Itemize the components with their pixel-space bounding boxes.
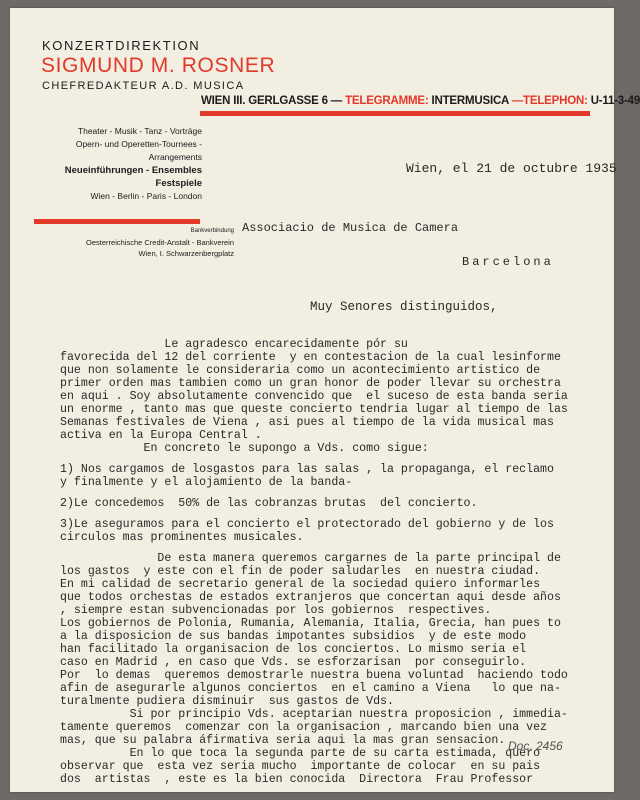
telephon-value: U-11-3-49 xyxy=(590,95,640,107)
bank-line-1: Oesterreichische Credit-Anstalt - Bankverein xyxy=(86,238,234,247)
body-line: tamente queremos comenzar con la organisacion , marcando bien una vez xyxy=(60,721,548,734)
body-line: De esta manera queremos cargarnes de la parte principal de xyxy=(60,552,561,565)
body-line: a la disposicion de sus bandas impotantes subsidios y de este modo xyxy=(60,630,527,643)
paragraph-gap xyxy=(60,544,605,552)
sidebar-red-rule xyxy=(34,219,200,224)
body-line: un enorme , tanto mas que queste concierto tendria lugar al tiempo de las xyxy=(60,403,568,416)
body-line: Si por principio Vds. aceptarian nuestra proposicion , immedia- xyxy=(60,708,568,721)
body-line: afin de asegurarle algunos conciertos en el camino a Viena lo que na- xyxy=(60,682,561,695)
letter-date: Wien, el 21 de octubre 1935 xyxy=(406,161,617,176)
body-line: mas, que su palabra áfirmativa seria aqui la mas gran sensacion. xyxy=(60,734,506,747)
body-line: dos artistas , este es la bien conocida Directora Frau Professor xyxy=(60,773,534,786)
body-line: 1) Nos cargamos de losgastos para las salas , la propaganga, el reclamo xyxy=(60,463,554,476)
body-line: , siempre estan subvencionadas por los gobiernos respectives. xyxy=(60,604,492,617)
letter-body xyxy=(60,338,605,786)
letterhead-name: SIGMUND M. ROSNER xyxy=(41,54,276,77)
body-line: Semanas festivales de Viena , asi pues al tiempo de la vida musical mas xyxy=(60,416,554,429)
bank-line-2: Wien, I. Schwarzenbergplatz xyxy=(138,249,234,258)
body-line: 3)Le aseguramos para el concierto el protectorado del gobierno y de los xyxy=(60,518,554,531)
body-line: han facilitado la organisacion de los conciertos. Lo mismo seria el xyxy=(60,643,527,656)
bank-info xyxy=(34,226,234,259)
body-line: los gastos y este con el fin de poder saludarles en nuestra ciudad. xyxy=(60,565,541,578)
paragraph-gap xyxy=(60,510,605,518)
recipient-city: Barcelona xyxy=(462,255,554,269)
body-line: en aqui . Soy absolutamente convencido que el suceso de esta banda seria xyxy=(60,390,568,403)
sidebar-line-3: Arrangements xyxy=(148,152,202,162)
body-line: y finalmente y el alojamiento de la banda- xyxy=(60,476,353,489)
telephon-label: —TELEPHON: xyxy=(511,95,588,107)
body-line: favorecida del 12 del corriente y en contestacion de la cual lesinforme xyxy=(60,351,561,364)
address-street: WIEN III. GERLGASSE 6 — xyxy=(201,95,343,107)
body-line: 2)Le concedemos 50% de las cobranzas brutas del concierto. xyxy=(60,497,478,510)
letter-page xyxy=(10,8,640,792)
body-line: que todos orchestas de estados extranjeros que concertan aqui desde años xyxy=(60,591,561,604)
letterhead-sidebar xyxy=(34,125,202,203)
sidebar-line-2: Opern- und Operetten-Tournees - xyxy=(75,139,202,149)
letterhead-line1: KONZERTDIREKTION xyxy=(42,38,201,53)
letterhead-address xyxy=(201,95,640,107)
body-line: turalmente pudiera disminuir sus gastos de Vds. xyxy=(60,695,394,708)
body-line: Por lo demas queremos demostrarle nuestra buena voluntad haciendo todo xyxy=(60,669,568,682)
sidebar-line-5: Festspiele xyxy=(155,178,202,189)
sidebar-line-4: Neueinführungen - Ensembles xyxy=(64,165,202,176)
body-line: Le agradesco encarecidamente pór su xyxy=(60,338,408,351)
recipient: Associacio de Musica de Camera xyxy=(242,221,459,235)
bank-title: Bankverbindung xyxy=(190,228,234,234)
body-line: activa en la Europa Central . xyxy=(60,429,262,442)
telegramme-label: TELEGRAMME: xyxy=(345,95,429,107)
body-line: caso en Madrid , en caso que Vds. se esforzarisan por conseguirlo. xyxy=(60,656,527,669)
body-line: En concreto le supongo a Vds. como sigue: xyxy=(60,442,429,455)
salutation: Muy Senores distinguidos, xyxy=(310,300,498,314)
sidebar-cities: Wien - Berlin - Paris - London xyxy=(90,191,202,201)
body-line: observar que esta vez seria mucho importante de colocar en su pais xyxy=(60,760,541,773)
body-line: En lo que toca la segunda parte de su carta estimada, quero xyxy=(60,747,541,760)
document-number: Doc. 2456 xyxy=(508,739,563,753)
body-line: Los gobiernos de Polonia, Rumania, Alemania, Italia, Grecia, han pues to xyxy=(60,617,561,630)
body-line: que non solamente le consideraria como un acontecimiento artistico de xyxy=(60,364,541,377)
body-line: circulos mas prominentes musicales. xyxy=(60,531,304,544)
letterhead-red-rule xyxy=(200,111,590,116)
paragraph-gap xyxy=(60,455,605,463)
body-line: primer orden mas tambien como un gran honor de poder llevar su orchestra xyxy=(60,377,561,390)
body-line: En mi calidad de secretario general de la sociedad quiero informarles xyxy=(60,578,541,591)
telegramme-value: INTERMUSICA xyxy=(431,95,509,107)
sidebar-line-1: Theater - Musik - Tanz - Vorträge xyxy=(77,126,202,136)
paragraph-gap xyxy=(60,489,605,497)
letterhead-line3: CHEFREDAKTEUR A.D. MUSICA xyxy=(42,80,245,92)
